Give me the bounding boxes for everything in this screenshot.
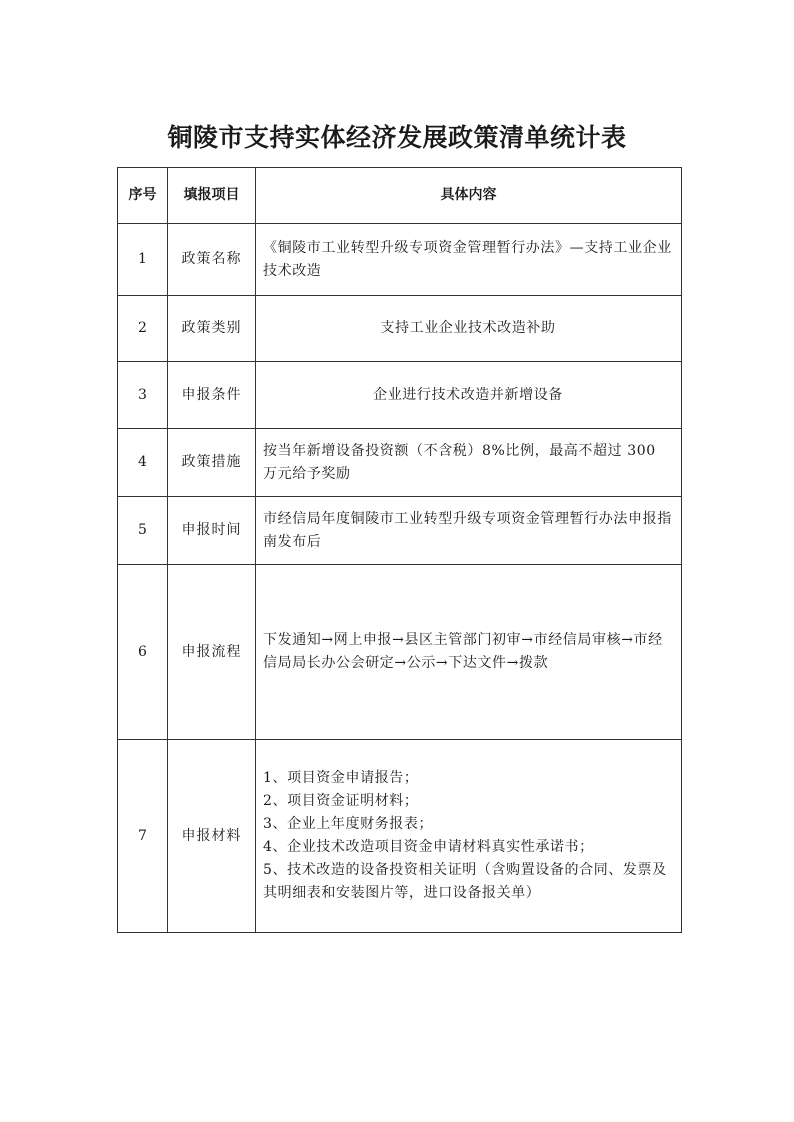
row-content: 《铜陵市工业转型升级专项资金管理暂行办法》—支持工业企业技术改造 [256, 224, 682, 296]
table-row [118, 740, 682, 933]
header-serial-number: 序号 [118, 168, 168, 224]
material-item: 4、企业技术改造项目资金申请材料真实性承诺书； [263, 839, 594, 855]
header-fill-item: 填报项目 [168, 168, 256, 224]
row-item-label: 政策名称 [168, 224, 256, 296]
row-content: 支持工业企业技术改造补助 [256, 296, 682, 362]
table-row [118, 362, 682, 429]
material-item: 5、技术改造的设备投资相关证明（含购置设备的合同、发票及其明细表和安装图片等，进口设备报关单） [263, 862, 667, 901]
table-row [118, 224, 682, 296]
material-item: 1、项目资金申请报告； [263, 770, 419, 786]
row-item-label: 申报时间 [168, 497, 256, 565]
table-row [118, 497, 682, 565]
row-number: 1 [118, 224, 168, 296]
row-content: 按当年新增设备投资额（不含税）8%比例，最高不超过 300 万元给予奖励 [256, 429, 682, 497]
row-number: 7 [118, 740, 168, 933]
table-row [118, 429, 682, 497]
row-item-label: 政策类别 [168, 296, 256, 362]
row-number: 3 [118, 362, 168, 429]
material-item: 2、项目资金证明材料； [263, 793, 419, 809]
row-number: 4 [118, 429, 168, 497]
row-item-label: 政策措施 [168, 429, 256, 497]
table-header-row [118, 168, 682, 224]
table-row [118, 565, 682, 740]
row-item-label: 申报材料 [168, 740, 256, 933]
row-item-label: 申报条件 [168, 362, 256, 429]
row-number: 5 [118, 497, 168, 565]
page-title: 铜陵市支持实体经济发展政策清单统计表 [167, 123, 627, 152]
table-row [118, 296, 682, 362]
row-item-label: 申报流程 [168, 565, 256, 740]
row-number: 2 [118, 296, 168, 362]
material-item: 3、企业上年度财务报表； [263, 816, 434, 832]
materials-list [256, 740, 682, 933]
row-content: 企业进行技术改造并新增设备 [256, 362, 682, 429]
row-content: 市经信局年度铜陵市工业转型升级专项资金管理暂行办法申报指南发布后 [256, 497, 682, 565]
header-specific-content: 具体内容 [256, 168, 682, 224]
row-content: 下发通知→网上申报→县区主管部门初审→市经信局审核→市经信局局长办公会研定→公示→下达文件→拨款 [256, 565, 682, 740]
policy-table [117, 167, 682, 933]
row-number: 6 [118, 565, 168, 740]
